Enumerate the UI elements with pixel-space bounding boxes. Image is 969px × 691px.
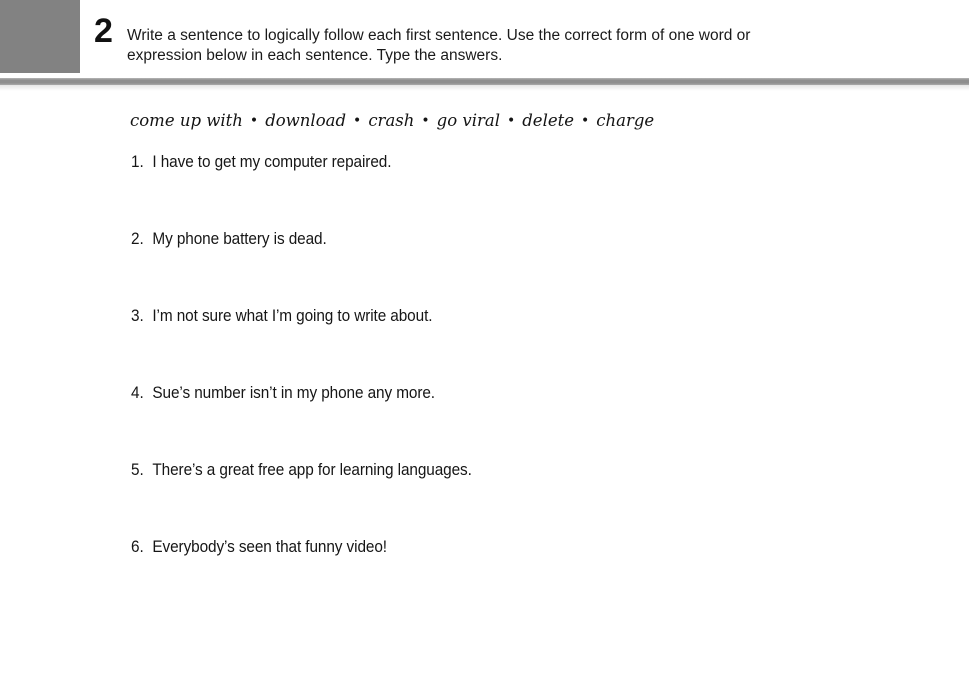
item-number: 4.	[131, 384, 144, 402]
instruction-line-1: Write a sentence to logically follow each first sentence. Use the correct form of one word or	[127, 27, 751, 44]
bullet-separator: •	[421, 113, 430, 129]
list-item	[131, 306, 891, 383]
answer-space[interactable]	[131, 404, 891, 456]
item-sentence: There’s a great free app for learning languages.	[152, 461, 472, 479]
bullet-separator: •	[506, 113, 516, 129]
activity-number: 2	[94, 12, 113, 50]
list-item	[131, 460, 891, 537]
item-line	[131, 383, 435, 404]
item-sentence: Sue’s number isn’t in my phone any more.	[152, 384, 435, 402]
item-sentence: Everybody’s seen that funny video!	[152, 538, 387, 556]
instructions	[127, 26, 907, 66]
answer-space[interactable]	[131, 481, 891, 533]
list-item	[131, 152, 891, 229]
list-item	[131, 229, 891, 306]
list-item	[131, 537, 891, 614]
header-divider	[0, 78, 969, 85]
answer-space[interactable]	[131, 327, 891, 379]
item-number: 6.	[131, 538, 144, 556]
list-item	[131, 383, 891, 460]
word-bank-word: go viral	[436, 111, 500, 130]
item-sentence: My phone battery is dead.	[152, 230, 327, 248]
item-line	[131, 306, 432, 327]
word-bank-word: come up with	[130, 111, 243, 130]
instruction-line-2: expression below in each sentence. Type the answers.	[127, 47, 503, 64]
exercise-list	[131, 152, 891, 614]
item-number: 5.	[131, 461, 144, 479]
word-bank-word: crash	[368, 111, 415, 130]
item-number: 3.	[131, 307, 144, 325]
item-number: 1.	[131, 153, 144, 171]
bullet-separator: •	[249, 113, 259, 129]
corner-tab	[0, 0, 80, 73]
answer-space[interactable]	[131, 250, 891, 302]
item-line	[131, 460, 472, 481]
answer-space[interactable]	[131, 558, 891, 610]
answer-space[interactable]	[131, 173, 891, 225]
bullet-separator: •	[353, 113, 362, 129]
word-bank-word: download	[265, 111, 347, 130]
item-sentence: I’m not sure what I’m going to write about.	[152, 307, 433, 325]
word-bank-word: delete	[522, 111, 575, 130]
item-number: 2.	[131, 230, 144, 248]
word-bank	[130, 109, 654, 133]
item-line	[131, 229, 327, 250]
item-sentence: I have to get my computer repaired.	[152, 153, 392, 171]
item-line	[131, 152, 391, 173]
bullet-separator: •	[581, 113, 590, 129]
item-line	[131, 537, 387, 558]
word-bank-word: charge	[596, 111, 655, 130]
